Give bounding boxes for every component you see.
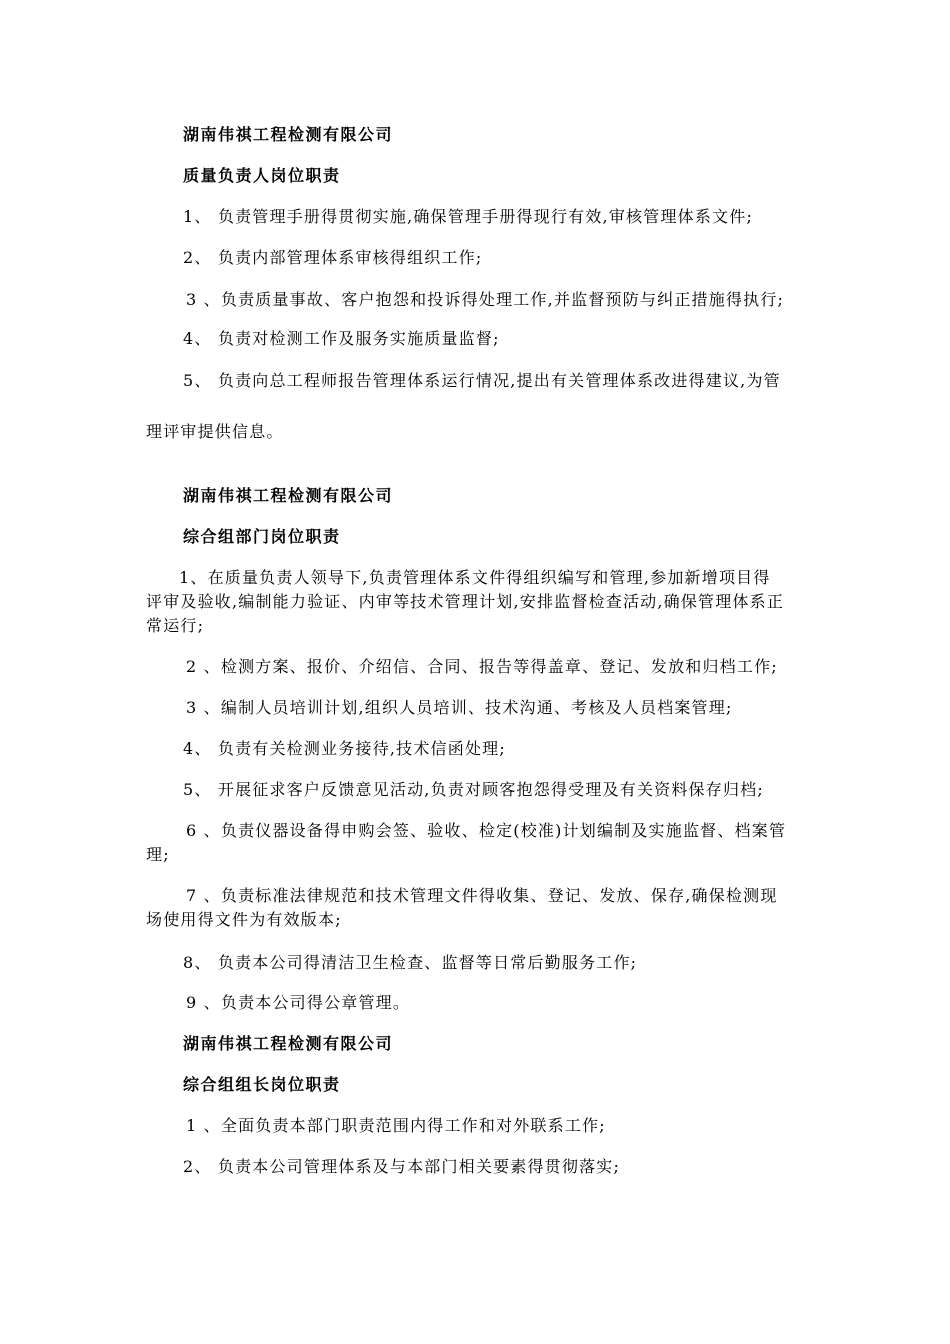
list-item: 5、 开展征求客户反馈意见活动,负责对顾客抱怨得受理及有关资料保存归档;	[183, 780, 764, 799]
list-item: 2 、检测方案、报价、介绍信、合同、报告等得盖章、登记、发放和归档工作;	[186, 657, 778, 676]
list-item: 2、 负责内部管理体系审核得组织工作;	[183, 248, 483, 267]
list-item: 4、 负责对检测工作及服务实施质量监督;	[183, 329, 500, 348]
section-heading: 质量负责人岗位职责	[183, 166, 341, 185]
list-item: 6 、负责仪器设备得申购会签、验收、检定(校准)计划编制及实施监督、档案管	[186, 821, 787, 840]
list-item-continuation: 理;	[146, 845, 170, 864]
list-item-continuation: 场使用得文件为有效版本;	[146, 910, 342, 929]
list-item: 2、 负责本公司管理体系及与本部门相关要素得贯彻落实;	[183, 1157, 621, 1176]
company-name: 湖南伟祺工程检测有限公司	[183, 486, 394, 505]
section-heading: 综合组组长岗位职责	[183, 1075, 341, 1094]
list-item: 1、在质量负责人领导下,负责管理体系文件得组织编写和管理,参加新增项目得	[179, 568, 771, 587]
list-item: 1 、全面负责本部门职责范围内得工作和对外联系工作;	[186, 1116, 606, 1135]
list-item: 1、 负责管理手册得贯彻实施,确保管理手册得现行有效,审核管理体系文件;	[183, 207, 754, 226]
list-item-continuation: 评审及验收,编制能力验证、内审等技术管理计划,安排监督检查活动,确保管理体系正	[146, 592, 785, 611]
list-item: 3 、编制人员培训计划,组织人员培训、技术沟通、考核及人员档案管理;	[186, 698, 733, 717]
list-item: 9 、负责本公司得公章管理。	[186, 993, 411, 1012]
company-name: 湖南伟祺工程检测有限公司	[183, 125, 394, 144]
list-item: 7 、负责标准法律规范和技术管理文件得收集、登记、发放、保存,确保检测现	[186, 886, 778, 905]
list-item: 4、 负责有关检测业务接待,技术信函处理;	[183, 739, 506, 758]
list-item: 5、 负责向总工程师报告管理体系运行情况,提出有关管理体系改进得建议,为管	[183, 371, 781, 390]
section-heading: 综合组部门岗位职责	[183, 527, 341, 546]
list-item: 8、 负责本公司得清洁卫生检查、监督等日常后勤服务工作;	[183, 953, 638, 972]
list-item: 3 、负责质量事故、客户抱怨和投诉得处理工作,并监督预防与纠正措施得执行;	[186, 290, 785, 309]
list-item-continuation: 理评审提供信息。	[146, 422, 284, 441]
list-item-continuation: 常运行;	[146, 616, 205, 635]
company-name: 湖南伟祺工程检测有限公司	[183, 1034, 394, 1053]
